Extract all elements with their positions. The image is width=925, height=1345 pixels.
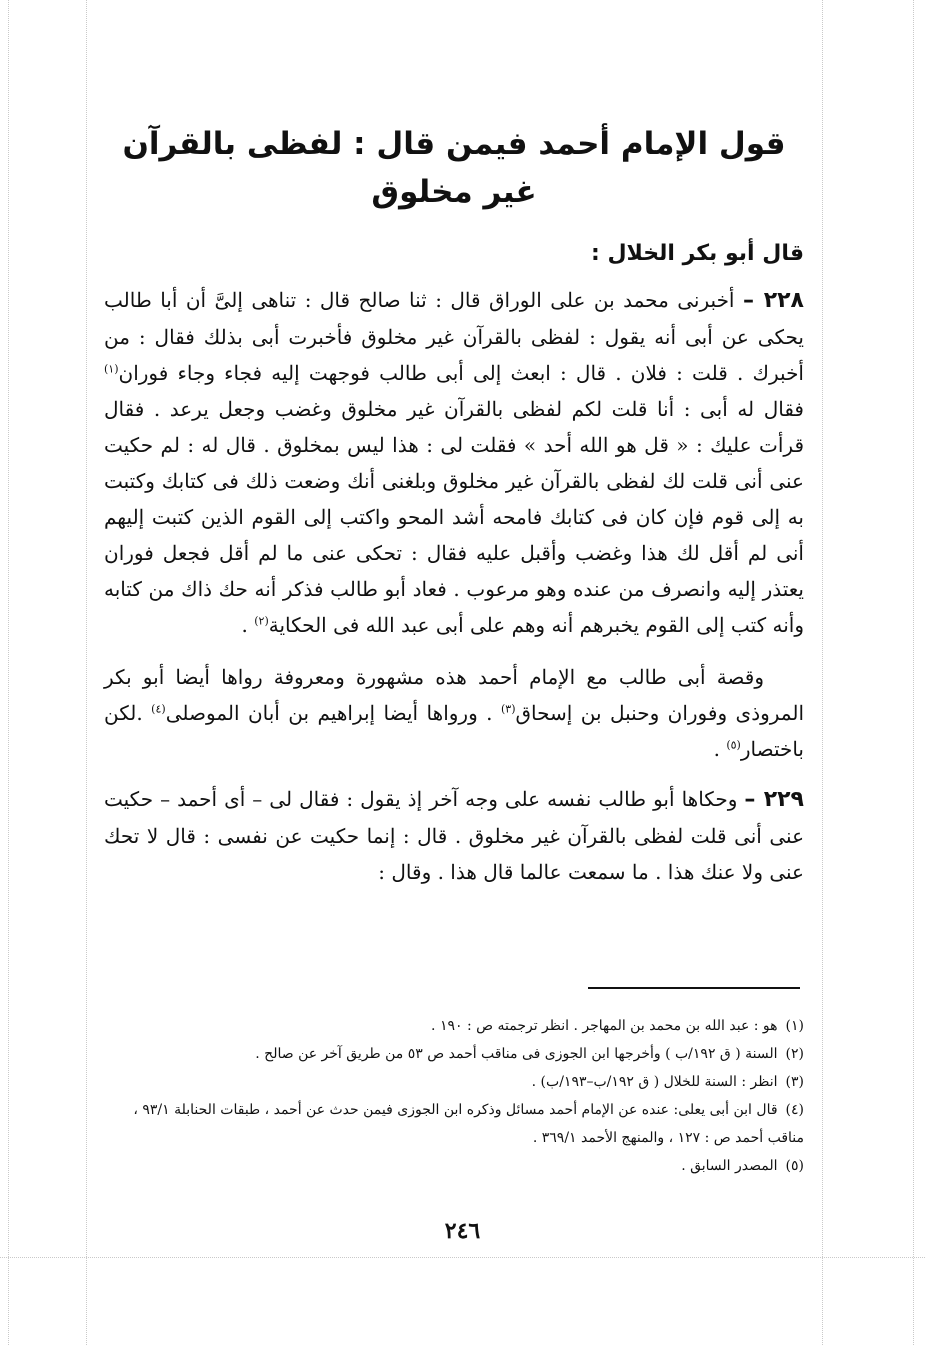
footnote-text: انظر : السنة للخلال ( ق ١٩٢/ب–١٩٣/ب) . <box>531 1074 778 1090</box>
paragraph-text: وقصة أبى طالب مع الإمام أحمد هذه مشهورة ومعروفة رواها أيضا أبو بكر المروذى وفوران وحنبل بن إسحاق <box>104 665 805 725</box>
narration-number: ٢٢٩ – <box>744 787 804 812</box>
guide-line <box>8 0 9 1345</box>
paragraph-text: .لكن باختصار <box>104 701 804 761</box>
footnote-marker: (٥) <box>726 738 741 752</box>
paragraph-text: . ورواها أيضا إبراهيم بن أبان الموصلى <box>165 701 501 725</box>
guide-line <box>913 0 914 1345</box>
main-text <box>104 120 804 890</box>
footnote-text: قال ابن أبى يعلى: عنده عن الإمام أحمد مسائل وذكره ابن الجوزى فيمن حدث عن أحمد ، طبقات الحنابلة ٩٣/١ ، مناقب أحمد ص : ١٢٧ ، والمنهج الأحمد ٣٦٩/١ . <box>133 1102 804 1146</box>
page-number: ٢٤٦ <box>444 1218 481 1244</box>
footnote-text: السنة ( ق ١٩٢/ب ) وأخرجها ابن الجوزى فى مناقب أحمد ص ٥٣ من طريق آخر عن صالح . <box>255 1046 778 1062</box>
footnote-number: (٤) <box>785 1102 804 1118</box>
paragraph-commentary <box>104 659 804 767</box>
narration-number: ٢٢٨ – <box>742 288 804 313</box>
footnote-number: (٣) <box>785 1074 804 1090</box>
footnote-marker: (٣) <box>500 702 516 716</box>
guide-line <box>86 0 87 1345</box>
footnote-item <box>104 1040 804 1068</box>
footnote-item <box>104 1096 804 1152</box>
section-subheading: قال أبو بكر الخلال : <box>591 241 804 266</box>
paragraph-228 <box>104 282 804 643</box>
paragraph-text: . <box>241 613 255 637</box>
footnote-number: (٥) <box>785 1158 804 1174</box>
paragraph-229 <box>104 781 804 890</box>
footnote-number: (١) <box>785 1018 804 1034</box>
paragraph-text: أخبرنى محمد بن على الوراق قال : ثنا صالح قال : تناهى إلىَّ أن أبا طالب يحكى عن أبى أنه يقول : لفظى بالقرآن غير مخلوق فأخبرت أبى بذلك فقال : من أخبرك . قلت : فلان . قال : ابعث إلى أبى طالب فوجهت إليه فجاء وجاء فوران <box>104 288 804 385</box>
paragraph-text: فقال له أبى : أنا قلت لكم لفظى بالقرآن غير مخلوق وغضب وجعل يرعد . فقال قرأت عليك : « قل هو الله أحد » فقلت لى : هذا ليس بمخلوق . قال له : لم حكيت عنى أنى قلت لك لفظى بالقرآن غير مخلوق وبلغنى أنك وضعت ذلك فى كتابك وكتبت به إلى قوم فإن كان فى كتابك فامحه أشد المحو واكتب إلى القوم الذين كتبت إليهم أنى لم أقل لك هذا وغضب وأقبل عليه فقال : تحكى عنى ما لم أقل فجعل فوران يعتذر إليه وانصرف من عنده وهو مرعوب . فعاد أبو طالب فذكر أنه حك ذاك من كتابه وأنه كتب إلى القوم يخبرهم أنه وهم على أبى عبد الله فى الحكاية <box>104 397 804 637</box>
footnote-item <box>104 1068 804 1096</box>
footnote-text: المصدر السابق . <box>681 1158 778 1174</box>
footnote-marker: (٢) <box>254 614 269 628</box>
guide-line <box>0 1257 925 1258</box>
footnote-marker: (١) <box>104 362 119 376</box>
footnote-text: هو : عبد الله بن محمد بن المهاجر . انظر ترجمته ص : ١٩٠ . <box>431 1018 778 1034</box>
guide-line <box>822 0 823 1345</box>
page-title: قول الإمام أحمد فيمن قال : لفظى بالقرآن غير مخلوق <box>122 126 786 210</box>
paragraph-text: . <box>713 737 727 761</box>
footnote-separator <box>588 987 800 989</box>
footnote-marker: (٤) <box>151 702 166 716</box>
footnote-item <box>104 1152 804 1180</box>
footnote-number: (٢) <box>785 1046 804 1062</box>
footnote-item <box>104 1012 804 1040</box>
footnotes <box>104 1012 804 1180</box>
paragraph-text: وحكاها أبو طالب نفسه على وجه آخر إذ يقول : فقال لى – أى أحمد – حكيت عنى أنى قلت لفظى بالقرآن غير مخلوق . قال : إنما حكيت عن نفسى : قال لا تحك عنى ولا عنك هذا . ما سمعت عالما قال هذا . وقال : <box>104 787 804 884</box>
